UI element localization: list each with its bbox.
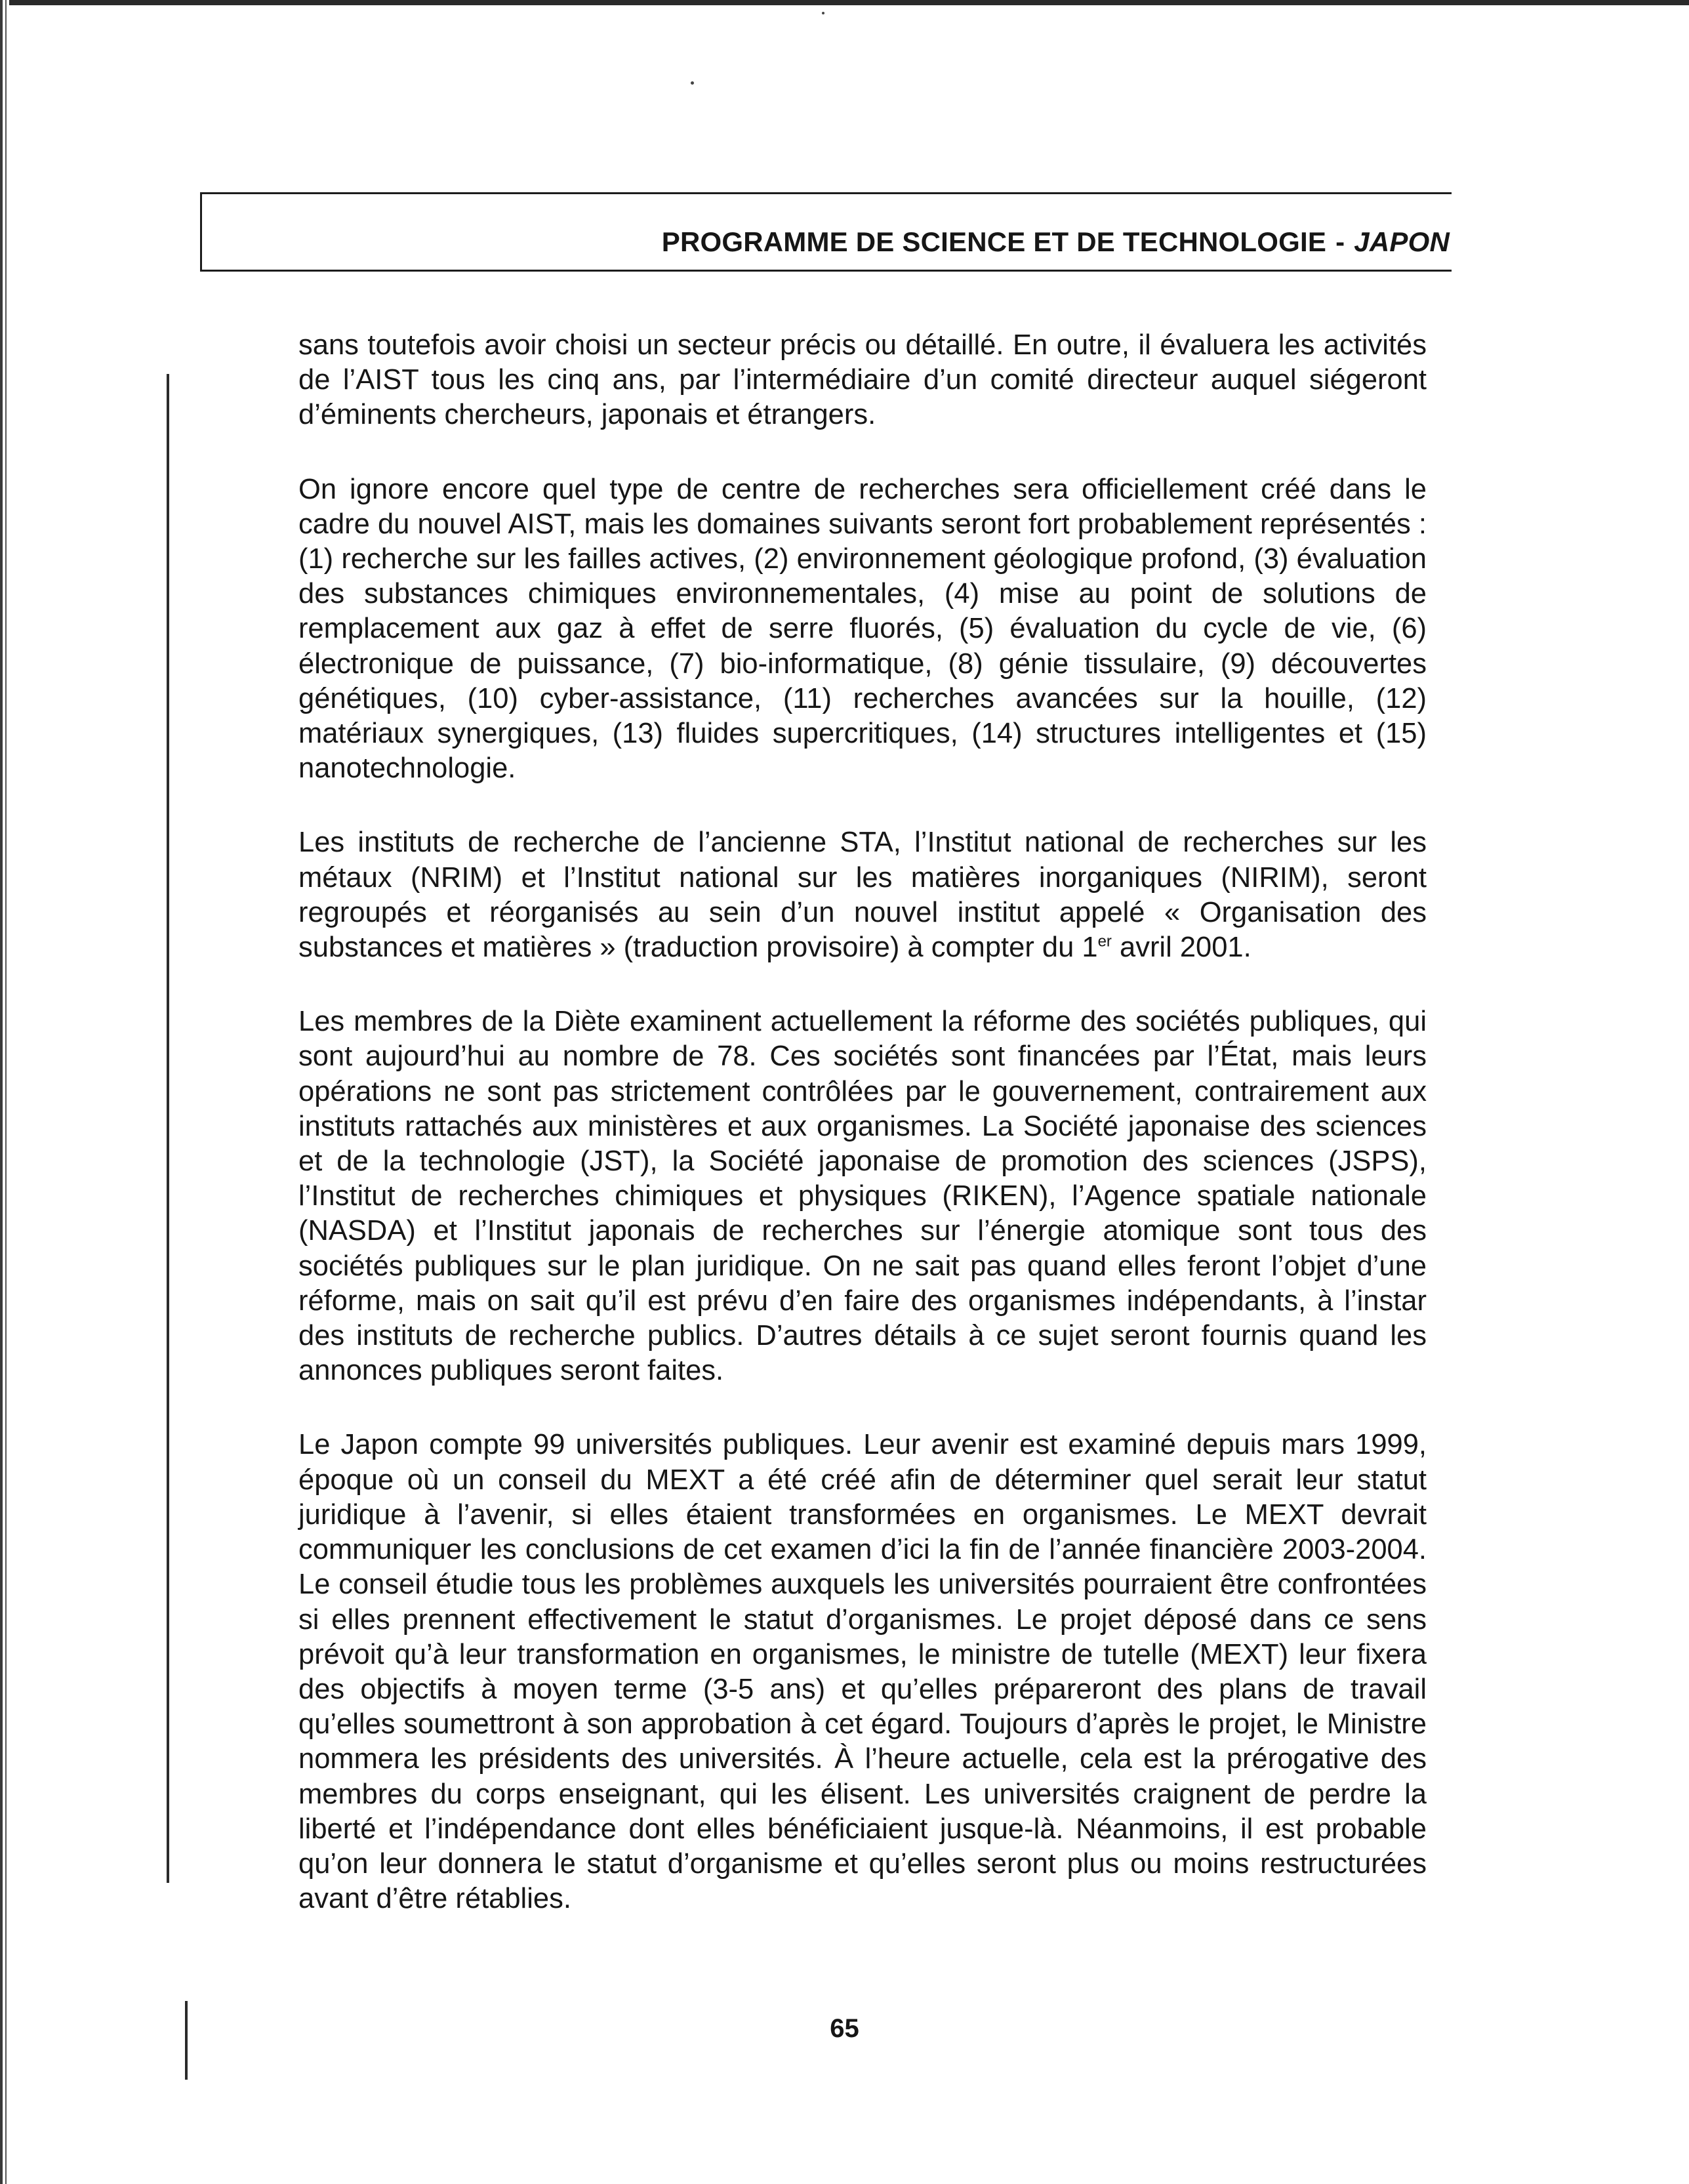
page-number: 65 <box>830 2014 859 2043</box>
scan-edge-left <box>0 0 9 2184</box>
paragraph-public-universities: Le Japon compte 99 universités publiques. Leur avenir est examiné depuis mars 1999, époque où un conseil du MEXT a été créé afin de déterminer quel serait leur statut juridique à l’avenir, si elles étaient transformées en organismes. Le MEXT devrait communiquer les conclusions de cet examen d’ici la fin de l’année financière 2003-2004. Le conseil étudie tous les problèmes auxquels les universités pourraient être confrontées si elles prennent effectivement le statut d’organismes. Le projet déposé dans ce sens prévoit qu’à leur transformation en organismes, le ministre de tutelle (MEXT) leur fixera des objectifs à moyen terme (3-5 ans) et qu’elles prépareront des plans de travail qu’elles soumettront à son approbation à cet égard. Toujours d’après le projet, le Ministre nommera les présidents des universités. À l’heure actuelle, cela est la prérogative des membres du corps enseignant, qui les élisent. Les universités craignent de perdre la liberté et l’indépendance dont elles bénéficiaient jusque-là. Néanmoins, il est probable qu’on leur donnera le statut d’organisme et qu’elles seront plus ou moins restructurées avant d’être rétablies. <box>298 1429 1427 1915</box>
paragraph-nrim-nirim <box>298 825 1427 965</box>
header-title: PROGRAMME DE SCIENCE ET DE TECHNOLOGIE <box>661 226 1327 257</box>
header-separator: - <box>1335 226 1345 257</box>
body-text <box>298 328 1427 1956</box>
scan-edge-top <box>0 0 1689 5</box>
running-header <box>662 226 1450 258</box>
header-rule <box>200 270 1452 272</box>
paragraph-public-corporations: Les membres de la Diète examinent actuellement la réforme des sociétés publiques, qui sont aujourd’hui au nombre de 78. Ces sociétés sont financées par l’État, mais leurs opérations ne sont pas strictement contrôlées par le gouvernement, contrairement aux instituts rattachés aux ministères et aux organismes. La Société japonaise des sciences et de la technologie (JST), la Société japonaise de promotion des sciences (JSPS), l’Institut de recherches chimiques et physiques (RIKEN), l’Agence spatiale nationale (NASDA) et l’Institut japonais de recherches sur l’énergie atomique sont tous des sociétés publiques sur le plan juridique. On ne sait pas quand elles feront l’objet d’une réforme, mais on sait qu’il est prévu d’en faire des organismes indépendants, à l’instar des instituts de recherche publics. D’autres détails à ce sujet seront fournis quand les annonces publiques seront faites. <box>298 1006 1427 1387</box>
paragraph-research-domains: On ignore encore quel type de centre de recherches sera officiellement créé dans le cadre du nouvel AIST, mais les domaines suivants seront fort probablement représentés : (1) recherche sur les failles actives, (2) environnement géologique profond, (3) évaluation des substances chimiques environnementales, (4) mise au point de solutions de remplacement aux gaz à effet de serre fluorés, (5) évaluation du cycle de vie, (6) électronique de puissance, (7) bio-informatique, (8) génie tissulaire, (9) découvertes génétiques, (10) cyber-assistance, (11) recherches avancées sur la houille, (12) matériaux synergiques, (13) fluides supercritiques, (14) structures intelligentes et (15) nanotechnologie. <box>298 473 1427 785</box>
header-country: JAPON <box>1354 226 1450 257</box>
scan-speck <box>822 12 824 14</box>
paragraph-aist-evaluation: sans toutefois avoir choisi un secteur précis ou détaillé. En outre, il évaluera les activités de l’AIST tous les cinq ans, par l’intermédiaire d’un comité directeur auquel siégeront d’éminents chercheurs, japonais et étrangers. <box>298 329 1427 431</box>
paragraph-nrim-text: Les instituts de recherche de l’ancienne STA, l’Institut national de recherches sur les métaux (NRIM) et l’Institut national sur les matières inorganiques (NIRIM), seront regroupés et réorganisés au sein d’un nouvel institut appelé « Organisation des substances et matières » (traduction provisoire) à compter du 1 <box>298 827 1427 964</box>
ordinal-superscript: er <box>1097 932 1112 951</box>
margin-change-bar <box>167 374 169 1883</box>
scan-speck <box>691 81 694 85</box>
paragraph-nrim-date: avril 2001. <box>1111 932 1251 964</box>
